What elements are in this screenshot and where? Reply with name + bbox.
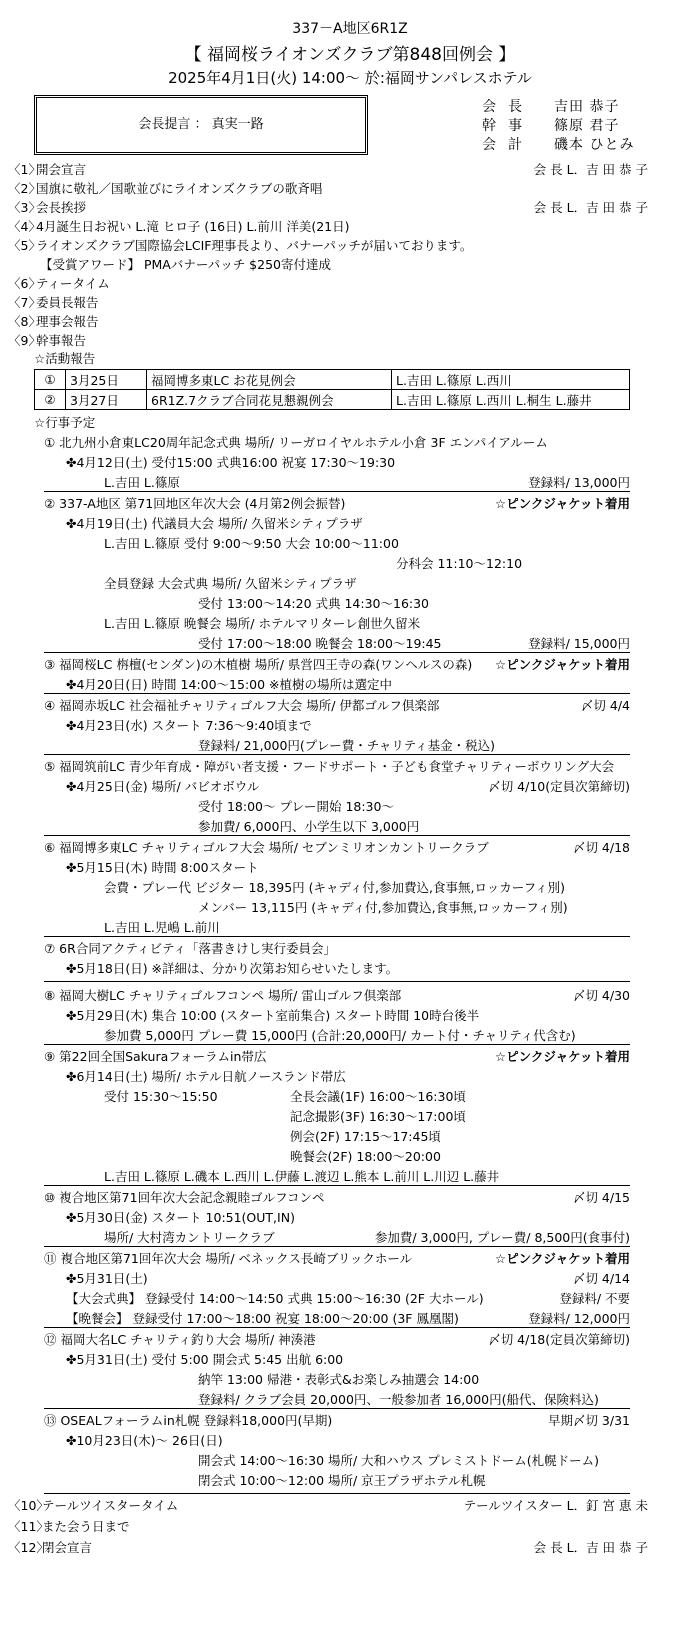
program-item xyxy=(8,255,648,275)
schedule-line: 登録料/ 21,000円(プレー費・チャリティ基金・税込) xyxy=(198,738,496,753)
event-divider xyxy=(44,936,630,937)
officer-role: 会長 xyxy=(482,99,534,115)
program-text: 開会宣言 xyxy=(36,162,87,177)
schedule-line: ③ 福岡桜LC 栴檀(センダン)の木植樹 場所/ 県営四王寺の森(ワンヘルスの森) xyxy=(44,657,473,672)
officers-list xyxy=(482,98,634,155)
schedule-line: ⑫ 福岡大名LC チャリティ釣り大会 場所/ 神湊港 xyxy=(44,1332,316,1347)
officer-name: 吉田 恭子 xyxy=(554,99,620,115)
schedule-line: L.吉田 L.篠原 xyxy=(104,475,180,490)
district-title: 337－A地区6R1Z xyxy=(292,21,408,37)
program-item xyxy=(8,1496,648,1516)
program-item xyxy=(8,236,648,256)
schedule-line: ⑧ 福岡大樹LC チャリティゴルフコンペ 場所/ 雷山ゴルフ倶楽部 xyxy=(44,988,402,1003)
schedule-line: 記念撮影(3F) 16:30～17:00頃 xyxy=(290,1109,466,1124)
schedule-line: 参加費 5,000円 プレー費 15,000円 (合計:20,000円/ カート付・チャリティ代含む) xyxy=(104,1028,576,1043)
table-row xyxy=(35,390,630,410)
activity-date: 3月27日 xyxy=(66,390,147,410)
program-text: ティータイム xyxy=(36,276,110,291)
dress-code-note: ☆ピンクジャケット着用 xyxy=(494,1251,630,1266)
schedule-line: L.吉田 L.篠原 晩餐会 場所/ ホテルマリターレ創世久留米 xyxy=(104,616,421,631)
program-item xyxy=(8,1517,648,1537)
program-text: 会長挨拶 xyxy=(36,200,87,215)
schedule-line: ✤5月15日(木) 時間 8:00スタート xyxy=(66,860,259,875)
schedule-line: 全員登録 大会式典 場所/ 久留米シティプラザ xyxy=(104,576,357,591)
program-presenter: 会 長 L．吉 田 恭 子 xyxy=(533,1540,648,1555)
schedule-line: ④ 福岡赤坂LC 社会福祉チャリティゴルフ大会 場所/ 伊都ゴルフ倶楽部 xyxy=(44,698,440,713)
meeting-date-venue: 2025年4月1日(火) 14:00～ 於:福岡サンパレスホテル xyxy=(168,69,532,87)
dress-code-note: ☆ピンクジャケット着用 xyxy=(494,657,630,672)
event-divider xyxy=(44,693,630,694)
schedule-line: ⑩ 複合地区第71回年次大会記念親睦ゴルフコンペ xyxy=(44,1190,325,1205)
program-number: 〈2〉 xyxy=(8,181,41,196)
schedule-line: 納竿 13:00 帰港・表彰式&お楽しみ抽選会 14:00 xyxy=(198,1372,480,1387)
officer-role: 会計 xyxy=(482,137,534,153)
schedule-fee-deadline: 早期〆切 3/31 xyxy=(547,1413,630,1428)
program-number: 〈7〉 xyxy=(8,295,41,310)
schedule-line: L.吉田 L.篠原 受付 9:00～9:50 大会 10:00～11:00 xyxy=(104,536,399,551)
program-text: 理事会報告 xyxy=(36,314,99,329)
program-item xyxy=(8,198,648,218)
program-number: 〈12〉 xyxy=(8,1540,49,1555)
schedule-line: ✤4月23日(水) スタート 7:36～9:40頃まで xyxy=(66,718,312,733)
program-item xyxy=(8,312,648,332)
schedule-line: ⑤ 福岡筑前LC 青少年育成・障がい者支援・フードサポート・子ども食堂チャリティーボウリング大会 xyxy=(44,759,615,774)
schedule-line: ⑬ OSEALフォーラムin札幌 登録料18,000円(早期) xyxy=(44,1413,333,1428)
program-item xyxy=(8,293,648,313)
event-divider xyxy=(44,491,630,492)
schedule-fee-deadline: 登録料/ 13,000円 xyxy=(528,475,630,490)
schedule-fee-deadline: 〆切 4/14 xyxy=(572,1271,630,1286)
schedule-line: 会費・プレー代 ビジター 18,395円 (キャディ付,参加費込,食事無,ロッカーフィ別) xyxy=(104,880,565,895)
activity-report-table xyxy=(34,369,630,410)
program-number: 〈4〉 xyxy=(8,219,41,234)
schedule-line: ✤10月23日(木)～ 26日(日) xyxy=(66,1433,223,1448)
schedule-fee-deadline: 〆切 4/30 xyxy=(572,988,630,1003)
program-presenter: 会 長 L．吉 田 恭 子 xyxy=(533,162,648,177)
schedule-line: 【大会式典】 登録受付 14:00～14:50 式典 15:00～16:30 (2F 大ホール) xyxy=(66,1291,484,1306)
schedule-line: 参加費/ 6,000円、小学生以下 3,000円 xyxy=(198,819,420,834)
event-divider xyxy=(44,835,630,836)
schedule-line: 【晩餐会】 登録受付 17:00～18:00 祝宴 18:00～20:00 (3F 鳳凰閣) xyxy=(66,1311,459,1326)
program-item xyxy=(8,179,648,199)
program-text: ライオンズクラブ国際協会LCIF理事長より、バナーパッチが届いております。 xyxy=(36,238,473,253)
schedule-fee-deadline: 登録料/ 12,000円 xyxy=(528,1311,630,1326)
event-divider xyxy=(44,1408,630,1409)
program-number: 〈9〉 xyxy=(8,333,41,348)
schedule-line: メンバー 13,115円 (キャディ付,参加費込,食事無,ロッカーフィ別) xyxy=(198,900,568,915)
schedule-line: ⑥ 福岡博多東LC チャリティゴルフ大会 場所/ セブンミリオンカントリークラブ xyxy=(44,840,489,855)
schedule-line: ✤5月29日(木) 集合 10:00 (スタート室前集合) スタート時間 10時台後半 xyxy=(66,1008,480,1023)
schedule-line: 受付 17:00～18:00 晩餐会 18:00～19:45 xyxy=(198,636,442,651)
schedule-fee-deadline: 〆切 4/18 xyxy=(572,840,630,855)
schedule-line: ✤6月14日(土) 場所/ ホテル日航ノースランド帯広 xyxy=(66,1069,346,1084)
schedule-line: 受付 13:00～14:20 式典 14:30～16:30 xyxy=(198,596,430,611)
event-divider xyxy=(44,981,630,982)
president-motto: 会長提言 ： 真実一路 xyxy=(138,117,264,132)
activity-no: ② xyxy=(35,390,66,410)
schedule-line: ⑦ 6R合同アクティビティ「落書きけし実行委員会」 xyxy=(44,941,336,956)
event-divider xyxy=(44,1493,630,1494)
officer-name: 磯本 ひとみ xyxy=(554,137,635,153)
motto-box xyxy=(34,95,368,155)
schedule-line: 場所/ 大村湾カントリークラブ xyxy=(104,1230,275,1245)
program-presenter: 会 長 L．吉 田 恭 子 xyxy=(533,200,648,215)
program-text: 【受賞アワード】 PMAバナーパッチ $250寄付達成 xyxy=(36,257,331,272)
schedule-line: ✤4月20日(日) 時間 14:00～15:00 ※植樹の場所は選定中 xyxy=(66,677,393,692)
dress-code-note: ☆ピンクジャケット着用 xyxy=(494,496,630,511)
schedule-line: 晩餐会(2F) 18:00～20:00 xyxy=(290,1149,441,1164)
officer-president xyxy=(482,98,634,117)
event-divider xyxy=(44,754,630,755)
activity-members: L.吉田 L.篠原 L.西川 L.桐生 L.藤井 xyxy=(392,390,630,410)
event-divider xyxy=(44,1185,630,1186)
schedule-line: 例会(2F) 17:15～17:45頃 xyxy=(290,1129,441,1144)
schedule-line: 受付 18:00～ プレー開始 18:30～ xyxy=(198,799,394,814)
schedule-line: 受付 15:30～15:50 xyxy=(104,1089,218,1104)
program-number: 〈10〉 xyxy=(8,1498,49,1513)
program-number: 〈3〉 xyxy=(8,200,41,215)
event-divider xyxy=(44,1327,630,1328)
schedule-line: 開会式 14:00～16:30 場所/ 大和ハウス プレミストドーム(札幌ドーム) xyxy=(198,1453,600,1468)
schedule-line: ✤5月30日(金) スタート 10:51(OUT,IN) xyxy=(66,1210,295,1225)
event-divider xyxy=(44,1044,630,1045)
schedule-fee-deadline: 参加費/ 3,000円, プレー費/ 8,500円(食事付) xyxy=(374,1230,630,1245)
schedule-fee-deadline: 〆切 4/4 xyxy=(580,698,630,713)
schedule-line: L.吉田 L.児嶋 L.前川 xyxy=(104,920,220,935)
program-text: テールツイスタータイム xyxy=(42,1498,179,1513)
schedule-line: ✤5月31日(土) 受付 5:00 開会式 5:45 出航 6:00 xyxy=(66,1352,344,1367)
officer-name: 篠原 君子 xyxy=(554,118,620,134)
activity-event: 福岡博多東LC お花見例会 xyxy=(147,370,392,390)
program-text: 国旗に敬礼／国歌並びにライオンズクラブの歌斉唱 xyxy=(36,181,323,196)
dress-code-note: ☆ピンクジャケット着用 xyxy=(494,1049,630,1064)
schedule-fee-deadline: 登録料/ 15,000円 xyxy=(528,636,630,651)
activity-no: ① xyxy=(35,370,66,390)
program-number: 〈6〉 xyxy=(8,276,41,291)
schedule-line: ✤5月31日(土) xyxy=(66,1271,148,1286)
officer-secretary xyxy=(482,117,634,136)
program-item xyxy=(8,160,648,180)
schedule-line: ② 337-A地区 第71回地区年次大会 (4月第2例会振替) xyxy=(44,496,346,511)
schedule-line: ✤4月12日(土) 受付15:00 式典16:00 祝宴 17:30～19:30 xyxy=(66,455,396,470)
officer-treasurer xyxy=(482,136,634,155)
event-divider xyxy=(44,1246,630,1247)
schedule-heading: ☆行事予定 xyxy=(34,415,96,430)
activity-report-heading: ☆活動報告 xyxy=(34,351,96,366)
table-row xyxy=(35,370,630,390)
schedule-line: ⑪ 複合地区第71回年次大会 場所/ ベネックス長崎ブリックホール xyxy=(44,1251,413,1266)
program-presenter: テールツイスター L．釘 宮 恵 未 xyxy=(463,1498,648,1513)
schedule-line: 分科会 11:10～12:10 xyxy=(396,556,523,571)
activity-members: L.吉田 L.篠原 L.西川 xyxy=(392,370,630,390)
program-text: 閉会宣言 xyxy=(42,1540,93,1555)
schedule-fee-deadline: 〆切 4/15 xyxy=(572,1190,630,1205)
schedule-line: ✤4月19日(土) 代議員大会 場所/ 久留米シティプラザ xyxy=(66,516,363,531)
event-divider xyxy=(44,652,630,653)
schedule-fee-deadline: 〆切 4/18(定員次第締切) xyxy=(488,1332,630,1347)
program-number: 〈5〉 xyxy=(8,238,41,253)
program-text: 4月誕生日お祝い L.滝 ヒロ子 (16日) L.前川 洋美(21日) xyxy=(36,219,350,234)
program-text: 幹事報告 xyxy=(36,333,87,348)
program-text: 委員長報告 xyxy=(36,295,99,310)
meeting-title: 【 福岡桜ライオンズクラブ第848回例会 】 xyxy=(184,45,516,65)
program-item xyxy=(8,1538,648,1558)
schedule-line: 登録料/ クラブ会員 20,000円、一般参加者 16,000円(船代、保険料込) xyxy=(198,1392,599,1407)
schedule-line: L.吉田 L.篠原 L.磯本 L.西川 L.伊藤 L.渡辺 L.熊本 L.前川 L.川辺 L.藤井 xyxy=(104,1169,500,1184)
program-item xyxy=(8,331,648,351)
program-item xyxy=(8,217,648,237)
activity-event: 6R1Z.7クラブ合同花見懇親例会 xyxy=(147,390,392,410)
schedule-line: ✤4月25日(金) 場所/ バビオボウル xyxy=(66,779,260,794)
program-number: 〈11〉 xyxy=(8,1519,49,1534)
schedule-line: ⑨ 第22回全国Sakuraフォーラムin帯広 xyxy=(44,1049,267,1064)
activity-date: 3月25日 xyxy=(66,370,147,390)
program-number: 〈8〉 xyxy=(8,314,41,329)
schedule-line: 閉会式 10:00～12:00 場所/ 京王プラザホテル札幌 xyxy=(198,1473,486,1488)
program-item xyxy=(8,274,648,294)
schedule-line: ① 北九州小倉東LC20周年記念式典 場所/ リーガロイヤルホテル小倉 3F エンパイアルーム xyxy=(44,435,548,450)
officer-role: 幹事 xyxy=(482,118,534,134)
schedule-fee-deadline: 登録料/ 不要 xyxy=(559,1291,630,1306)
program-text: また会う日まで xyxy=(42,1519,130,1534)
schedule-line: ✤5月18日(日) ※詳細は、分かり次第お知らせいたします。 xyxy=(66,961,399,976)
schedule-fee-deadline: 〆切 4/10(定員次第締切) xyxy=(488,779,630,794)
program-number: 〈1〉 xyxy=(8,162,41,177)
schedule-line: 全長会議(1F) 16:00～16:30頃 xyxy=(290,1089,466,1104)
